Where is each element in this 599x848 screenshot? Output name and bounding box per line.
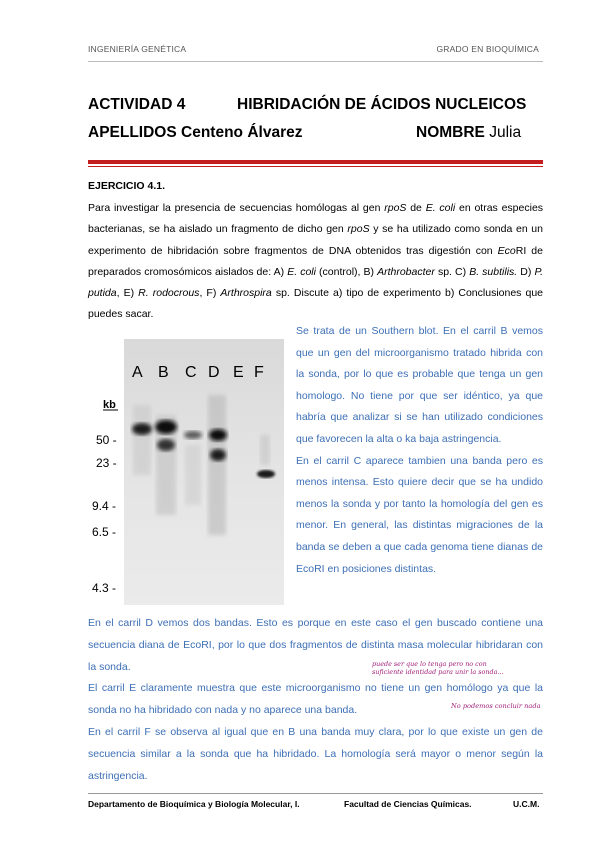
handwritten-note-1 <box>372 660 504 676</box>
exercise-statement: Para investigar la presencia de secuencias homólogas al gen rpoS de E. coli en otras especies bacterianas, se ha aislado un fragmento de dicho gen rpoS y se ha utilizado como sonda en un experimento de hibridación sobre fragmentos de DNA obtenidos tras digestión con EcoRI de preparados cromosómicos aislados de: A) E. coli (control), B) Arthrobacter sp. C) B. subtilis. D) P. putida, E) R. rodocrous, F) Arthrospira sp. Discute a) tipo de experimento b) Conclusiones que puedes sacar. <box>88 202 544 321</box>
lane-label-b: B <box>158 364 169 381</box>
band-lane-a <box>132 423 152 435</box>
activity-title-row <box>88 96 527 114</box>
lane-label-e: E <box>233 364 244 381</box>
name-value: Julia <box>489 124 522 141</box>
southern-blot-image <box>88 335 294 607</box>
answer-paragraph-4: El carril E claramente muestra que este microorganismo no tiene un gen homólogo ya que la sonda no ha hibridado con nada y no aparece una banda. <box>88 682 543 717</box>
footer-department: Departamento de Bioquímica y Biología Molecular, I. <box>88 799 300 809</box>
lane-label-c: C <box>185 364 197 381</box>
lane-label-d: D <box>208 364 220 381</box>
unit-label: kb <box>103 399 116 411</box>
marker-4-3: 4.3 - <box>92 581 117 595</box>
band-lane-c <box>184 431 202 439</box>
marker-50: 50 - <box>96 433 117 447</box>
title-divider-thin <box>88 166 543 167</box>
handwritten-note-2: No podemos concluir nada <box>451 702 541 710</box>
marker-6-5: 6.5 - <box>92 525 117 539</box>
marker-23: 23 - <box>96 456 117 470</box>
surname-value: Centeno Álvarez <box>181 124 303 141</box>
header-divider <box>88 61 543 62</box>
exercise-heading: EJERCICIO 4.1. <box>88 180 166 192</box>
student-row <box>88 124 543 142</box>
answer-paragraph-2: En el carril C aparece tambien una banda pero es menos intensa. Esto quiere decir que se ha undido menos la sonda y por tanto la homología del gen es menor. En general, las distintas migraciones de la banda se deben a que cada genoma tiene dianas de EcoRI en posiciones distintas. <box>296 454 543 575</box>
handwritten-note-1-line-1: puede ser que lo tenga pero no con <box>372 660 487 668</box>
title-divider <box>88 160 543 164</box>
answer-side-column <box>296 321 543 580</box>
surname-label: APELLIDOS <box>88 124 177 141</box>
activity-topic: HIBRIDACIÓN DE ÁCIDOS NUCLEICOS <box>237 96 527 113</box>
lane-label-a: A <box>132 364 143 381</box>
band-lane-f <box>257 470 275 478</box>
lane-label-f: F <box>254 364 264 381</box>
answer-paragraph-5: En el carril F se observa al igual que en B una banda muy clara, por lo que existe un gen de secuencia similar a la sonda que ha hibridado. La homología será mayor o menor según la astringencia. <box>88 725 543 782</box>
band-lane-b <box>155 420 177 434</box>
footer-faculty: Facultad de Ciencias Químicas. <box>344 799 472 809</box>
activity-number: ACTIVIDAD 4 <box>88 96 186 113</box>
marker-9-4: 9.4 - <box>92 499 117 513</box>
name-label: NOMBRE <box>416 124 485 141</box>
handwritten-note-1-line-2: suficiente identidad para unir la sonda... <box>372 668 504 676</box>
header-degree: GRADO EN BIOQUÍMICA <box>436 44 539 54</box>
answer-paragraph-1: Se trata de un Southern blot. En el carril B vemos que un gen del microorganismo tratado hibrida con la sonda, por lo que es probable que tenga un gen homologo. No tiene por que ser idéntico, ya que habría que analizar si se han utilizado condiciones que favorecen la alta o ka baja astringencia. <box>296 325 543 445</box>
answer-paragraph-3: En el carril D vemos dos bandas. Esto es porque en este caso el gen buscado contiene una secuencia diana de EcoRI, por lo que dos fragmentos de distinta masa molecular hibridaran con la sonda. <box>88 617 543 673</box>
header-subject: INGENIERÍA GENÉTICA <box>88 44 187 54</box>
answer-bottom-column <box>88 613 543 787</box>
band-lane-d-upper <box>209 429 227 441</box>
footer-university: U.C.M. <box>513 799 540 809</box>
footer-divider <box>88 793 543 794</box>
name-block <box>416 124 521 142</box>
band-lane-d-lower <box>210 449 226 461</box>
